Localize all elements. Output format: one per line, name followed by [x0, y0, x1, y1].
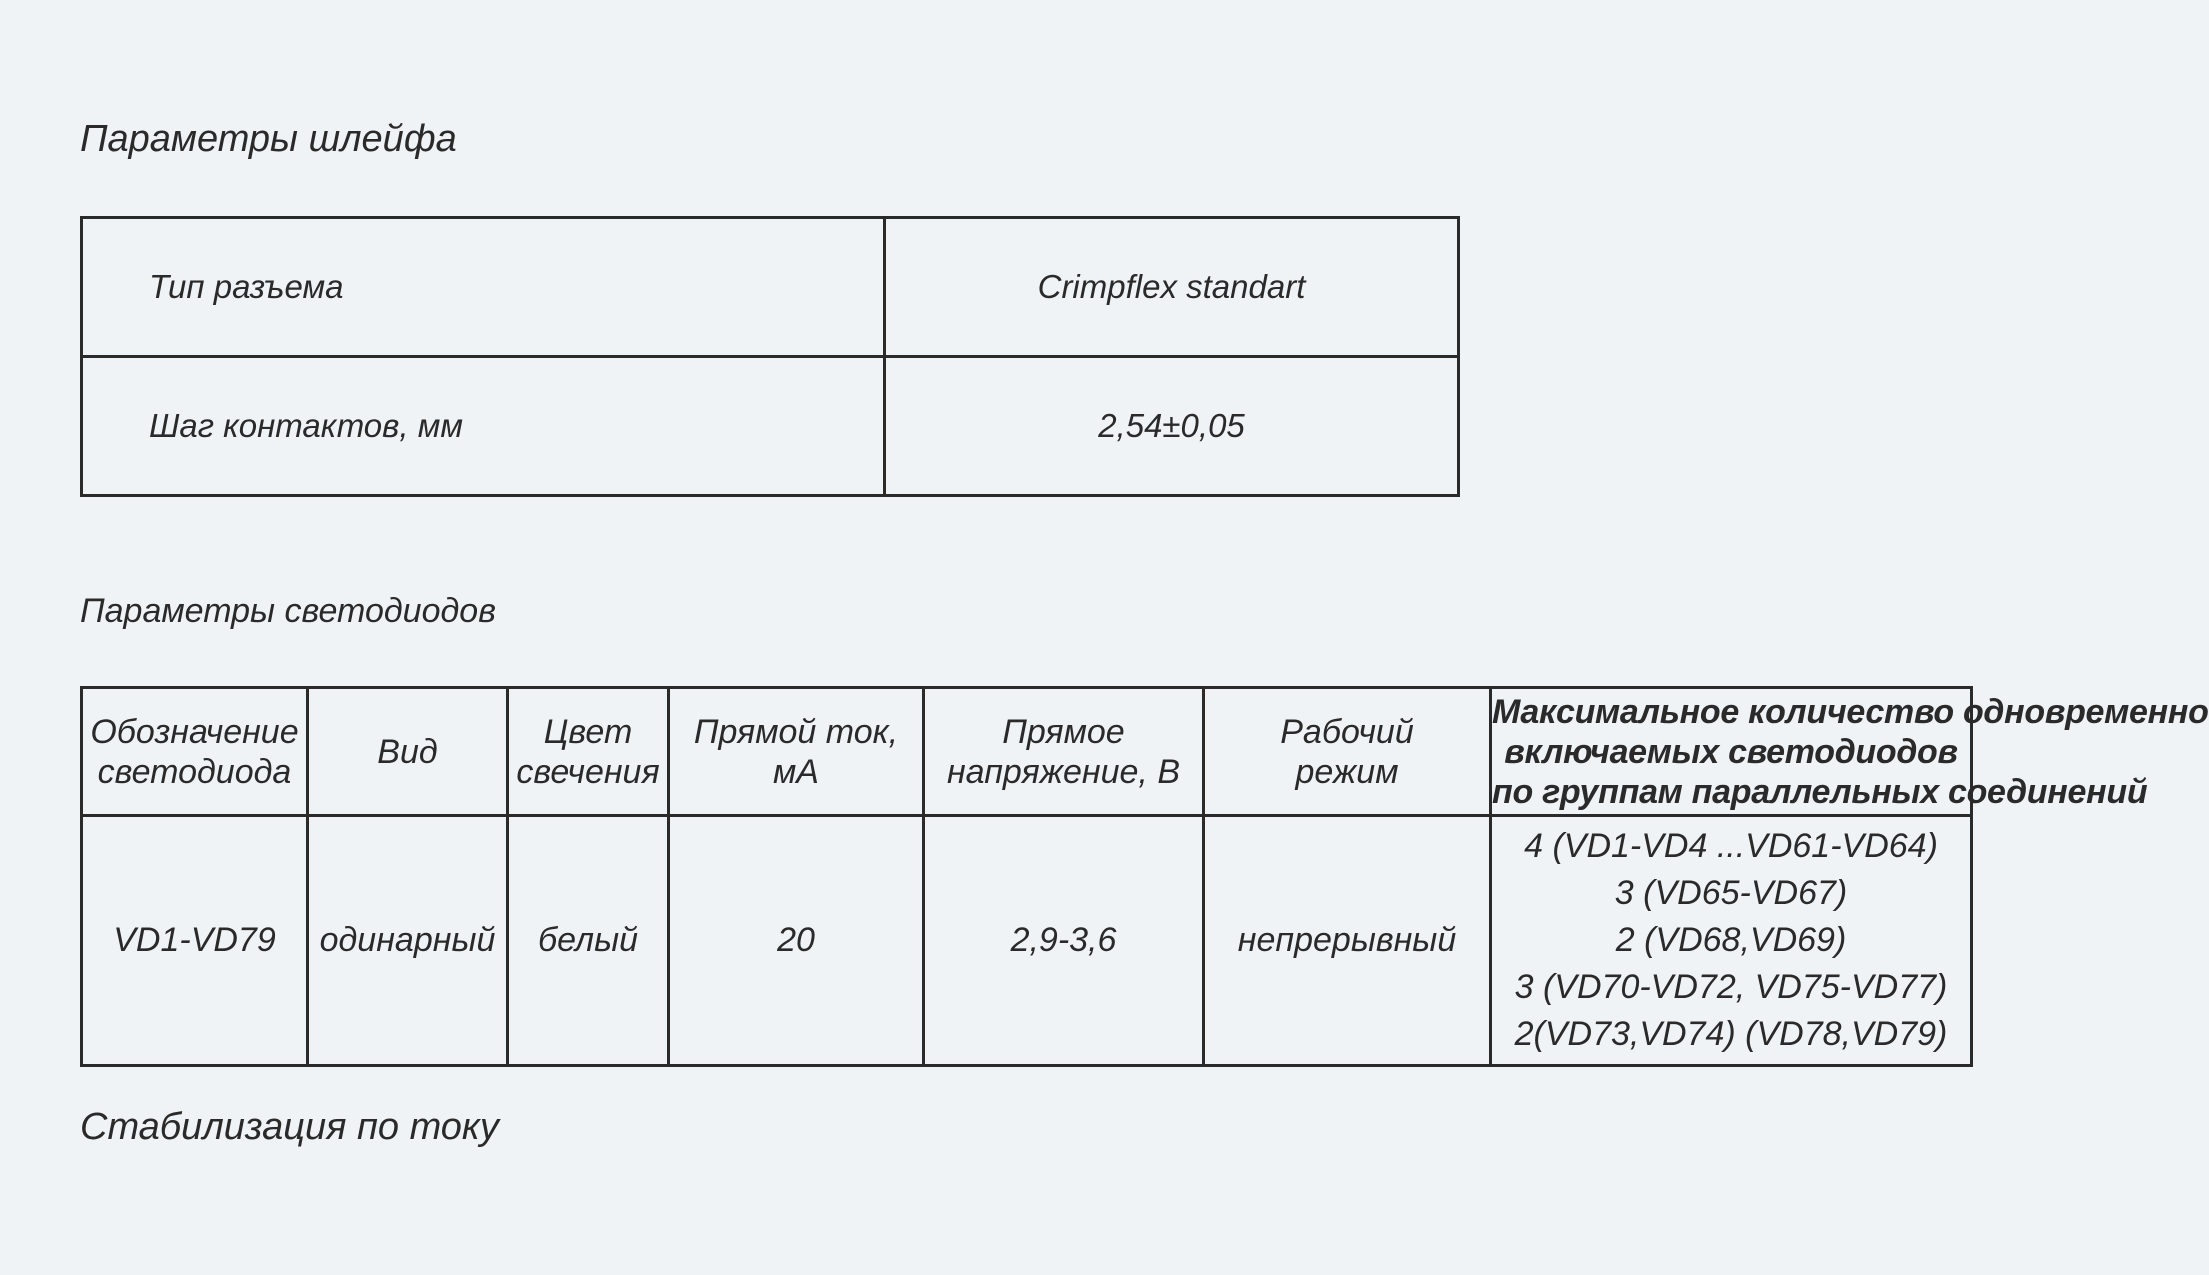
cell-type: одинарный: [308, 816, 508, 1066]
connector-type-value: Crimpflex standart: [885, 218, 1459, 357]
led-parameters-table: [80, 686, 2209, 1067]
group-line: 3 (VD65-VD67): [1614, 874, 1848, 912]
header-forward-current: Прямой ток, мА: [669, 688, 924, 816]
contact-pitch-value: 2,54±0,05: [885, 357, 1459, 496]
group-line: 2 (VD68,VD69): [1615, 921, 1847, 959]
cell-forward-current: 20: [669, 816, 924, 1066]
table-row: [82, 357, 1459, 496]
header-type: Вид: [308, 688, 508, 816]
led-parameters-heading: Параметры светодиодов: [80, 592, 496, 630]
cell-parallel-groups: [1491, 816, 1972, 1066]
cable-parameters-heading: Параметры шлейфа: [80, 118, 457, 160]
table-row: [82, 816, 1972, 1066]
cell-operating-mode: непрерывный: [1204, 816, 1491, 1066]
contact-pitch-label: Шаг контактов, мм: [82, 357, 885, 496]
header-designation: Обозначение светодиода: [82, 688, 308, 816]
cable-parameters-table: [80, 216, 1460, 497]
cell-designation: VD1-VD79: [82, 816, 308, 1066]
table-header-row: [82, 688, 1972, 816]
table-row: [82, 218, 1459, 357]
header-operating-mode: Рабочий режим: [1204, 688, 1491, 816]
cell-color: белый: [508, 816, 669, 1066]
current-stabilization-note: Стабилизация по току: [80, 1106, 499, 1148]
group-line: 2(VD73,VD74) (VD78,VD79): [1514, 1015, 1948, 1053]
connector-type-label: Тип разъема: [82, 218, 885, 357]
group-line: 4 (VD1-VD4 ...VD61-VD64): [1524, 827, 1938, 865]
header-forward-voltage: Прямое напряжение, В: [924, 688, 1204, 816]
group-line: 3 (VD70-VD72, VD75-VD77): [1514, 968, 1948, 1006]
header-color: Цвет свечения: [508, 688, 669, 816]
header-max-count: Максимальное количество одновременно включаемых светодиодов по группам параллельных соединений: [1491, 688, 1972, 816]
cell-forward-voltage: 2,9-3,6: [924, 816, 1204, 1066]
